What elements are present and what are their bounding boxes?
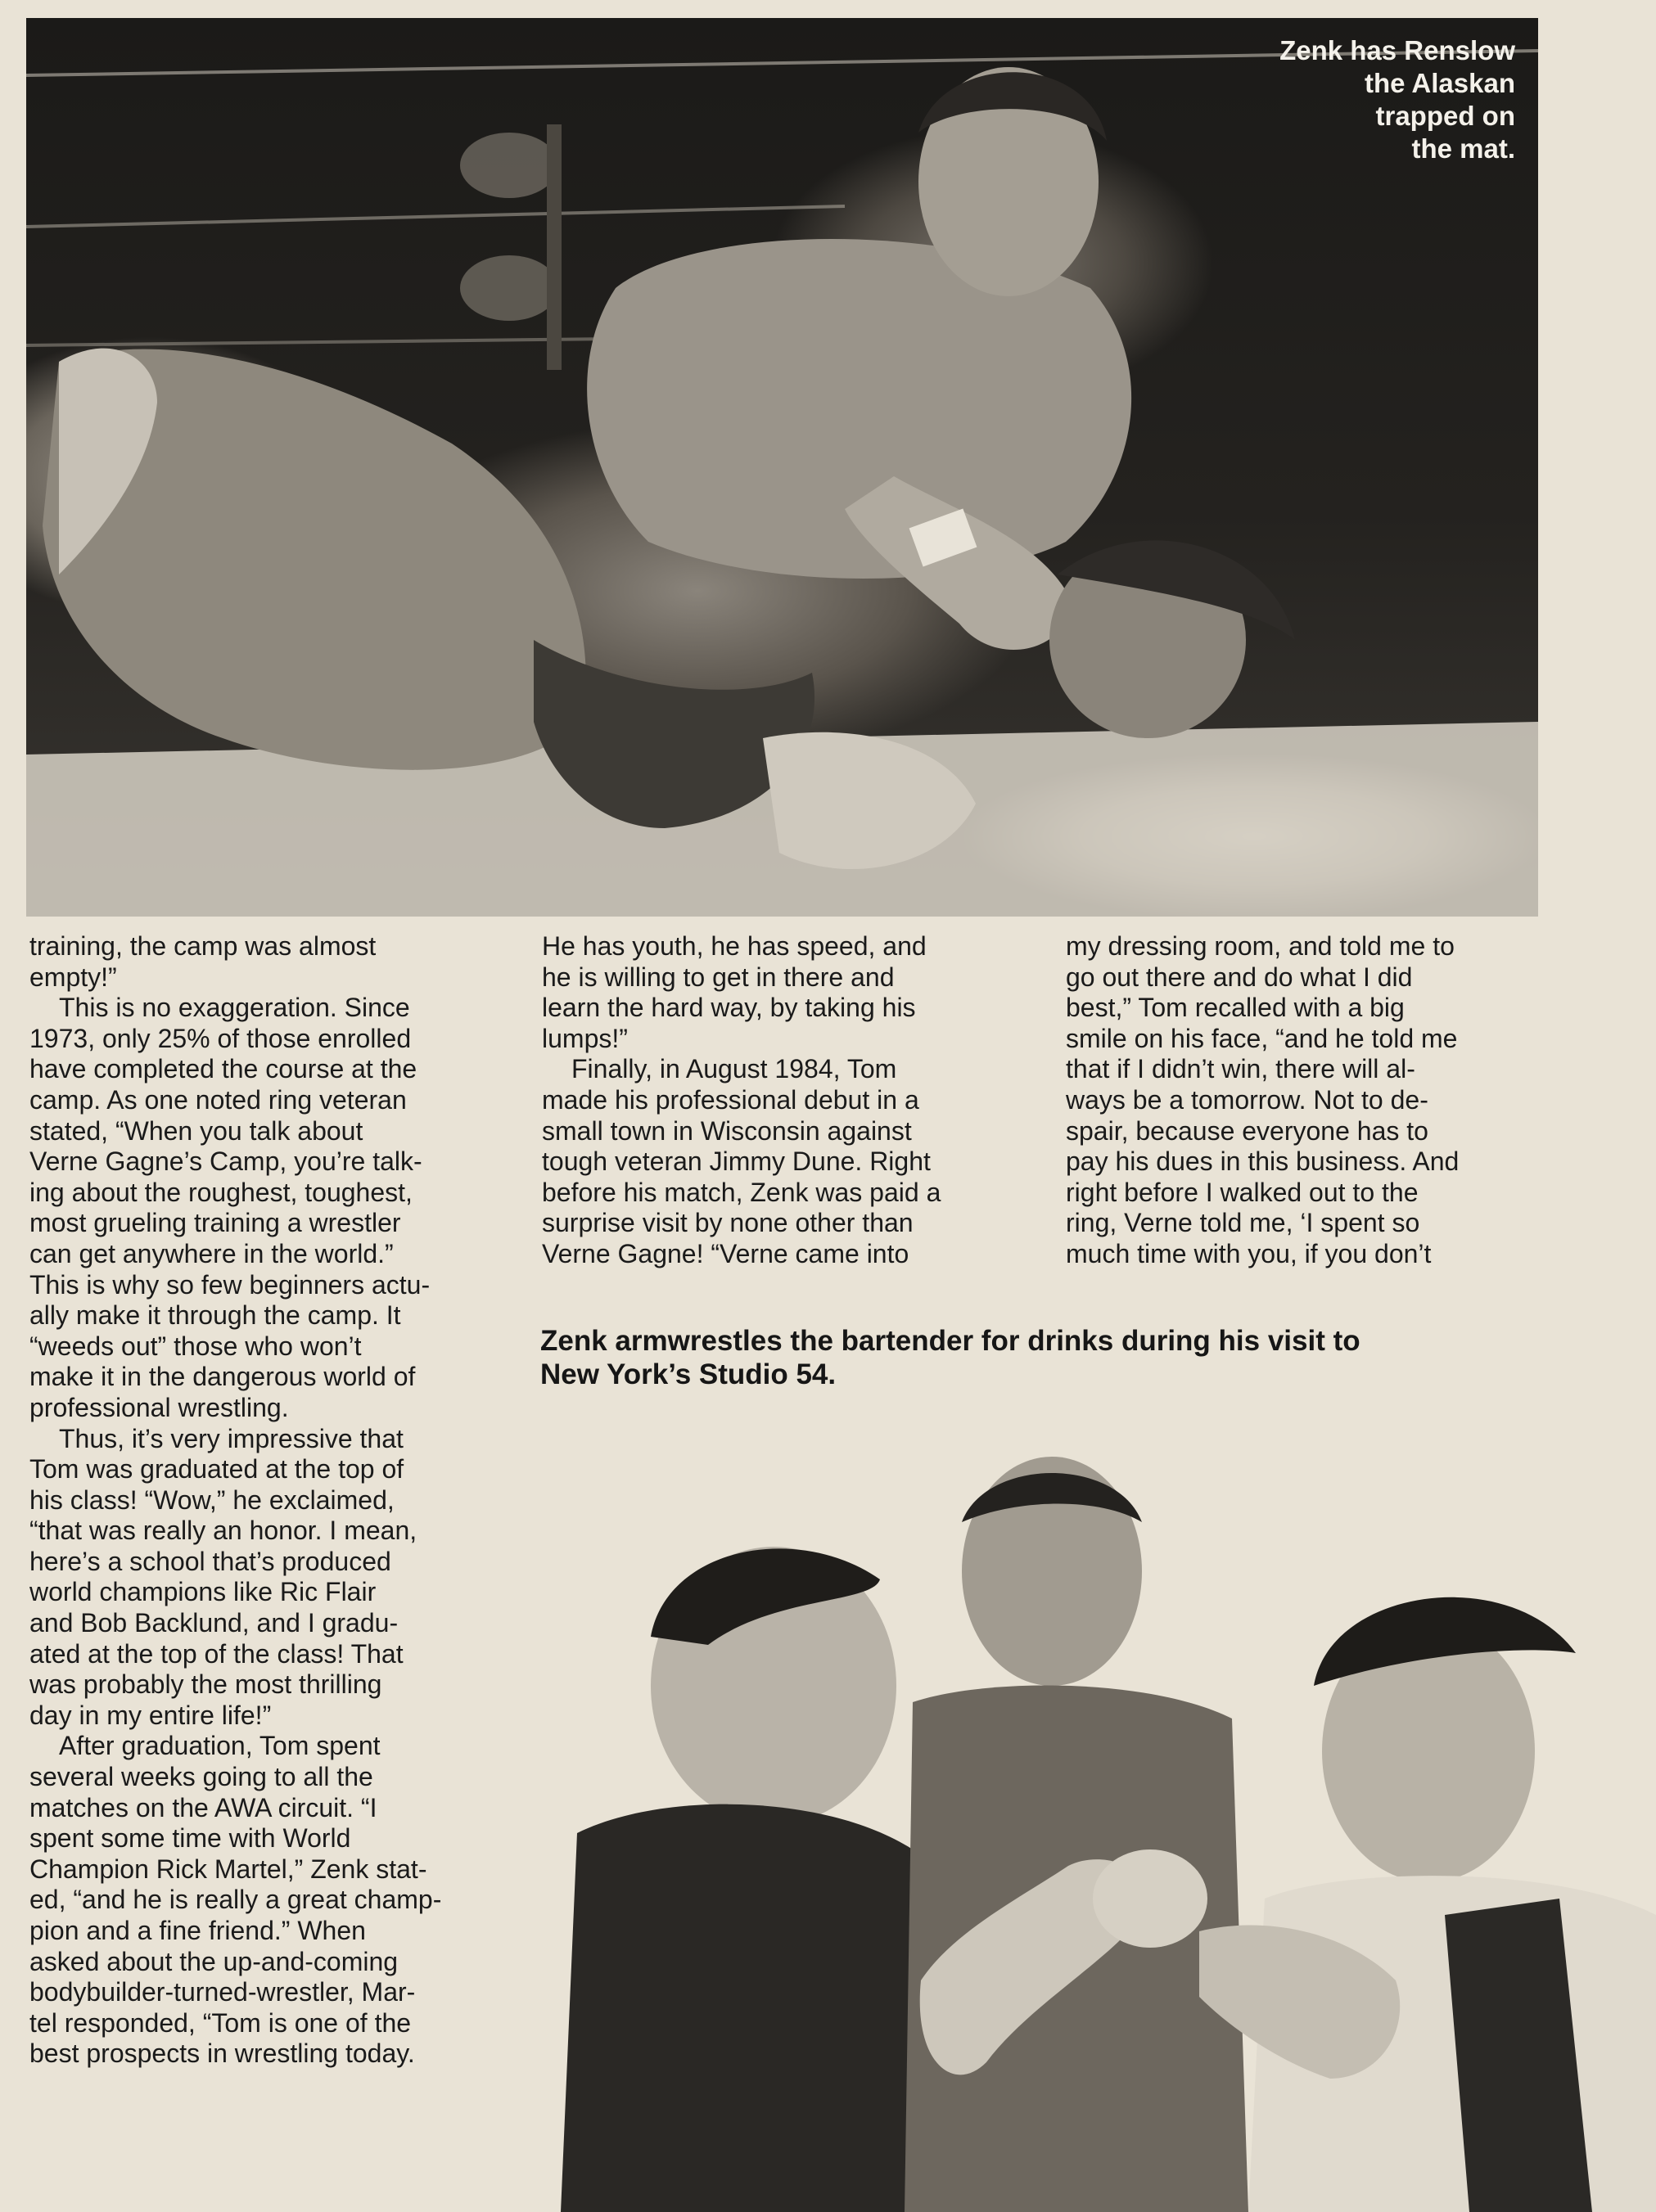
text-line: “that was really an honor. I mean, [29, 1516, 417, 1546]
text-line: his class! “Wow,” he exclaimed, [29, 1484, 395, 1515]
text-line: Thus, it’s very impressive that [59, 1423, 404, 1453]
text-line: “weeds out” those who won’t [29, 1331, 362, 1361]
text-line: he is willing to get in there and [542, 962, 895, 992]
text-line: asked about the up-and-coming [29, 1946, 399, 1976]
text-line: most grueling training a wrestler [29, 1208, 401, 1238]
text-line: tough veteran Jimmy Dune. Right [542, 1147, 931, 1177]
text-line: that if I didn’t win, there will al- [1066, 1054, 1415, 1084]
text-line: world champions like Ric Flair [29, 1577, 377, 1607]
text-line: ways be a tomorrow. Not to de- [1066, 1084, 1428, 1115]
text-line: and Bob Backlund, and I gradu- [29, 1608, 399, 1638]
text-line: right before I walked out to the [1066, 1177, 1419, 1207]
text-line: empty!” [29, 962, 117, 992]
text-line: have completed the course at the [29, 1054, 417, 1084]
text-line: before his match, Zenk was paid a [542, 1177, 941, 1207]
article-column-3 [1066, 931, 1557, 1270]
text-line: Champion Rick Martel,” Zenk stat- [29, 1854, 427, 1884]
text-line: smile on his face, “and he told me [1066, 1023, 1458, 1053]
text-line: Verne Gagne! “Verne came into [542, 1238, 909, 1268]
caption-line: trapped on [1375, 101, 1515, 131]
text-line: make it in the dangerous world of [29, 1362, 416, 1392]
text-line: ing about the roughest, toughest, [29, 1177, 413, 1207]
wrestling-photo [26, 18, 1538, 917]
text-line: best prospects in wrestling today. [29, 2039, 415, 2069]
text-line: ed, “and he is really a great champ- [29, 1885, 442, 1915]
text-line: made his professional debut in a [542, 1084, 919, 1115]
text-line: This is why so few beginners actu- [29, 1269, 431, 1300]
caption-line: the mat. [1411, 133, 1515, 164]
text-line: training, the camp was almost [29, 931, 377, 961]
text-line: Finally, in August 1984, Tom [571, 1054, 897, 1084]
text-line: camp. As one noted ring veteran [29, 1084, 407, 1115]
text-line: go out there and do what I did [1066, 962, 1413, 992]
text-line: ally make it through the camp. It [29, 1300, 401, 1331]
text-line: stated, “When you talk about [29, 1115, 363, 1146]
article-column-2 [542, 931, 1038, 1270]
top-photo-caption [1171, 34, 1515, 165]
text-line: can get anywhere in the world.” [29, 1238, 394, 1268]
text-line: learn the hard way, by taking his [542, 993, 916, 1023]
text-line: here’s a school that’s produced [29, 1546, 391, 1576]
text-line: my dressing room, and told me to [1066, 931, 1455, 961]
text-line: was probably the most thrilling [29, 1669, 382, 1700]
text-line: Verne Gagne’s Camp, you’re talk- [29, 1147, 422, 1177]
text-line: bodybuilder-turned-wrestler, Mar- [29, 1977, 416, 2007]
text-line: day in my entire life!” [29, 1700, 272, 1730]
caption-line: the Alaskan [1364, 68, 1515, 98]
text-line: After graduation, Tom spent [59, 1731, 381, 1761]
armwrestling-photo [528, 1408, 1656, 2212]
armwrestling-photo-art [528, 1408, 1656, 2212]
article-column-1 [29, 931, 511, 2070]
text-line: pion and a fine friend.” When [29, 1916, 366, 1945]
text-line: He has youth, he has speed, and [542, 931, 927, 961]
text-line: much time with you, if you don’t [1066, 1238, 1432, 1268]
text-line: pay his dues in this business. And [1066, 1147, 1460, 1177]
text-line: 1973, only 25% of those enrolled [29, 1023, 412, 1053]
text-line: tel responded, “Tom is one of the [29, 2007, 412, 2038]
text-line: ated at the top of the class! That [29, 1638, 404, 1669]
caption-line: Zenk armwrestles the bartender for drinks during his visit to [540, 1325, 1360, 1357]
bottom-photo-caption [540, 1324, 1555, 1391]
text-line: small town in Wisconsin against [542, 1115, 912, 1146]
text-line: professional wrestling. [29, 1392, 289, 1422]
text-line: This is no exaggeration. Since [59, 993, 410, 1023]
caption-line: New York’s Studio 54. [540, 1358, 837, 1390]
text-line: spair, because everyone has to [1066, 1115, 1428, 1146]
text-line: surprise visit by none other than [542, 1208, 914, 1238]
text-line: Tom was graduated at the top of [29, 1454, 404, 1484]
text-line: spent some time with World [29, 1823, 351, 1854]
text-line: ring, Verne told me, ‘I spent so [1066, 1208, 1420, 1238]
text-line: several weeks going to all the [29, 1762, 373, 1792]
text-line: matches on the AWA circuit. “I [29, 1792, 377, 1822]
caption-line: Zenk has Renslow [1279, 35, 1515, 65]
text-line: lumps!” [542, 1023, 628, 1053]
text-line: best,” Tom recalled with a big [1066, 993, 1405, 1023]
